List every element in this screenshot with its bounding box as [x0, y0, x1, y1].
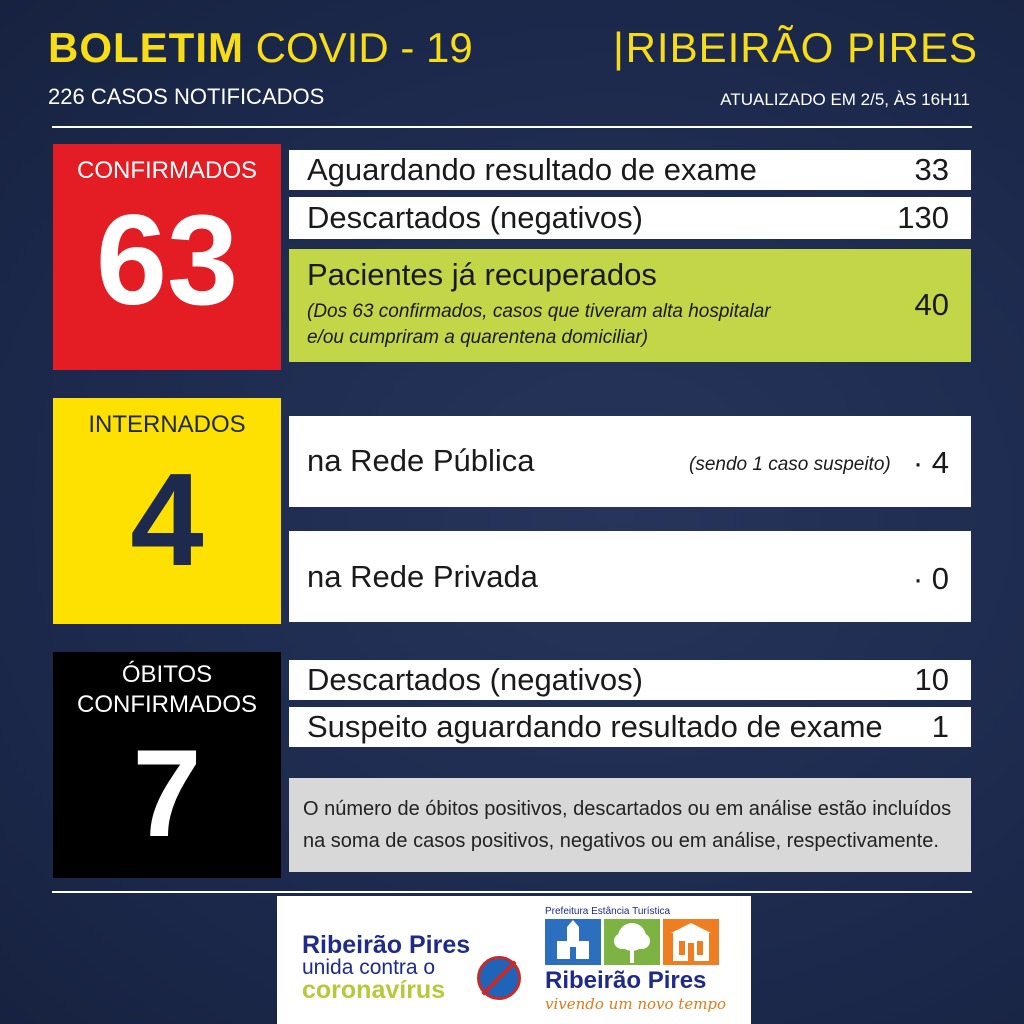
- awaiting-exam-row: [289, 150, 971, 190]
- deaths-note-box: [289, 778, 971, 872]
- city-name: RIBEIRÃO PIRES: [625, 24, 978, 71]
- title-separator: |: [613, 24, 624, 71]
- public-network-row: [289, 416, 971, 507]
- recovered-note-2: e/ou cumpriram a quarentena domiciliar): [307, 327, 649, 348]
- public-network-value: · 4: [912, 445, 949, 480]
- campaign-logo-line-1: Ribeirão Pires: [302, 931, 471, 959]
- deaths-note-line-1: O número de óbitos positivos, descartados ou em análise estão incluídos: [303, 798, 952, 820]
- deaths-suspect-row: [289, 707, 971, 747]
- deaths-discarded-label: Descartados (negativos): [307, 662, 643, 697]
- awaiting-exam-label: Aguardando resultado de exame: [307, 152, 757, 187]
- title-rest: COVID - 19: [255, 24, 473, 71]
- page-title: [48, 24, 978, 80]
- private-network-label: na Rede Privada: [307, 559, 538, 594]
- building-icon: [663, 919, 719, 965]
- city-hall-logo-name: Ribeirão Pires: [545, 967, 707, 994]
- church-icon: [545, 919, 601, 965]
- deaths-suspect-value: 1: [931, 709, 949, 744]
- hospitalized-label: INTERNADOS: [88, 411, 246, 438]
- deaths-count: 7: [132, 725, 202, 863]
- city-hall-logo-pretitle: Prefeitura Estância Turística: [545, 906, 671, 917]
- confirmed-label: CONFIRMADOS: [77, 157, 257, 184]
- deaths-suspect-label: Suspeito aguardando resultado de exame: [307, 709, 883, 744]
- public-network-note: (sendo 1 caso suspeito): [689, 454, 891, 475]
- deaths-label-2: CONFIRMADOS: [77, 691, 257, 718]
- divider: [52, 126, 972, 128]
- title-bold: BOLETIM: [48, 24, 244, 71]
- hospitalized-count: 4: [130, 446, 204, 593]
- campaign-logo-line-2: unida contra o: [302, 956, 436, 979]
- updated-timestamp: ATUALIZADO EM 2/5, ÀS 16H11: [720, 90, 970, 109]
- recovered-note-1: (Dos 63 confirmados, casos que tiveram alta hospitalar: [307, 301, 771, 322]
- hospitalized-box: [53, 398, 281, 624]
- virus-icon: [477, 956, 521, 1000]
- campaign-logo-line-3: coronavírus: [302, 976, 446, 1004]
- divider: [52, 891, 972, 893]
- confirmed-count: 63: [95, 189, 239, 332]
- deaths-discarded-value: 10: [914, 662, 949, 697]
- recovered-label: Pacientes já recuperados: [307, 257, 657, 292]
- discarded-label: Descartados (negativos): [307, 200, 643, 235]
- deaths-note-line-2: na soma de casos positivos, negativos ou em análise, respectivamente.: [303, 830, 939, 852]
- deaths-discarded-row: [289, 660, 971, 700]
- tree-icon: [604, 919, 660, 965]
- private-network-row: [289, 531, 971, 622]
- confirmed-box: [53, 144, 281, 370]
- recovered-row: [289, 249, 971, 362]
- private-network-value: · 0: [912, 561, 949, 596]
- deaths-label-1: ÓBITOS: [121, 661, 213, 688]
- discarded-value: 130: [897, 200, 949, 235]
- city-hall-logo-motto: vivendo um novo tempo: [545, 995, 727, 1013]
- footer-logos: [277, 896, 751, 1024]
- city-hall-logo: [545, 906, 735, 1013]
- notified-cases: 226 CASOS NOTIFICADOS: [48, 84, 325, 109]
- deaths-box: [53, 652, 281, 878]
- recovered-value: 40: [914, 287, 949, 322]
- city-hall-logo-images: [545, 919, 735, 965]
- awaiting-exam-value: 33: [914, 152, 949, 187]
- discarded-row: [289, 197, 971, 239]
- public-network-label: na Rede Pública: [307, 443, 535, 478]
